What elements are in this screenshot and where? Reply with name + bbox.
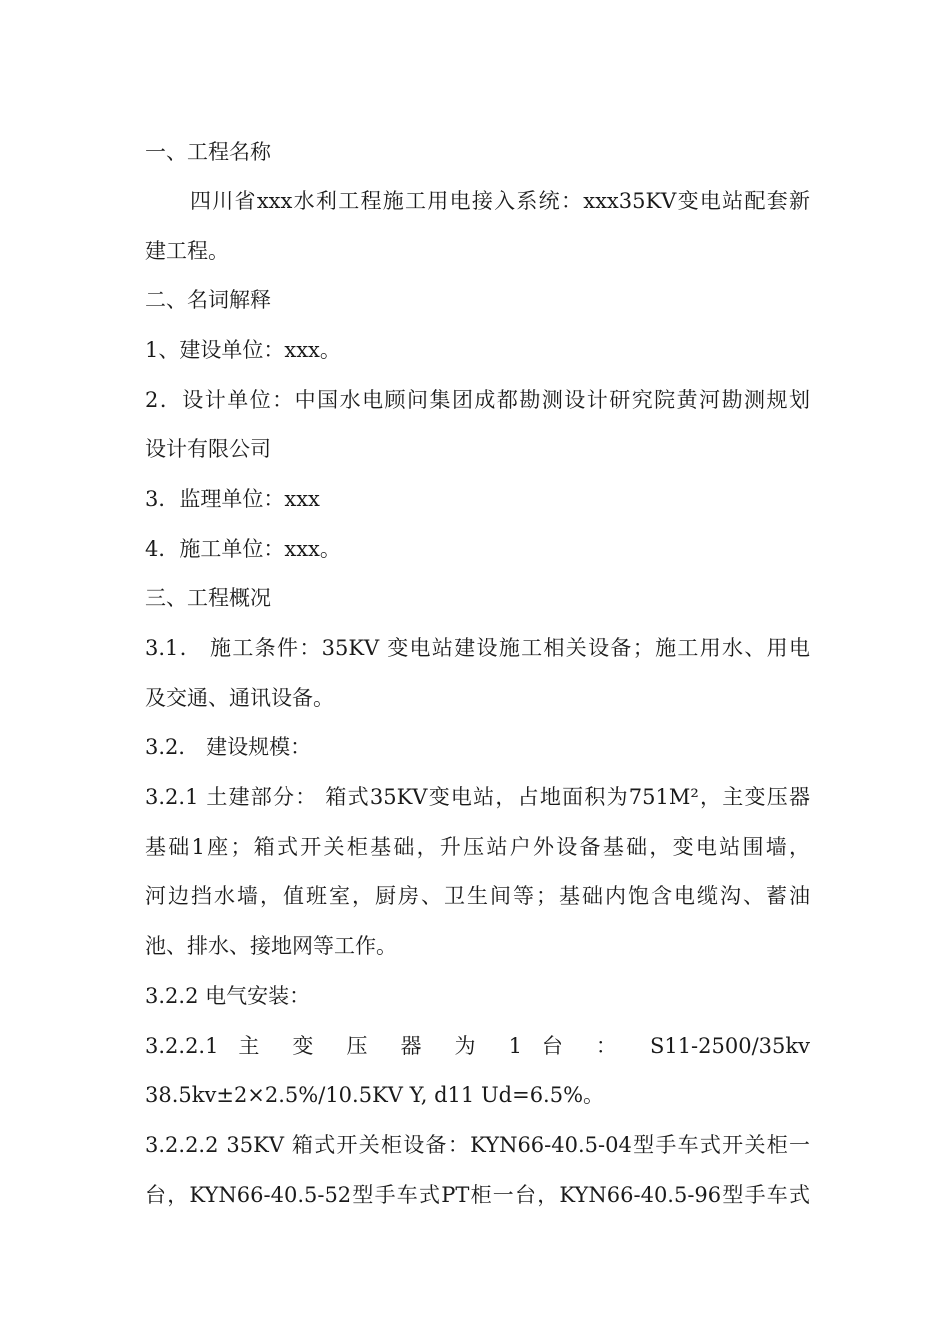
item-supervision-unit: 3．监理单位：xxx <box>145 487 320 511</box>
section-3-2-2-heading: 3.2.2 电气安装： <box>145 984 311 1008</box>
heading-overview: 三、工程概况 <box>145 586 271 610</box>
section-3-2-1-line-3: 河边挡水墙，值班室，厨房、卫生间等；基础内饱含电缆沟、蓄油 <box>145 884 810 908</box>
paragraph-project-name-line-1: 四川省xxx水利工程施工用电接入系统：xxx35KV变电站配套新 <box>190 189 810 213</box>
section-3-2-1-line-2: 基础1座；箱式开关柜基础，升压站户外设备基础，变电站围墙， <box>145 835 810 859</box>
heading-terms: 二、名词解释 <box>145 288 271 312</box>
section-3-1-line-2: 及交通、通讯设备。 <box>145 686 334 710</box>
section-3-2-2-1-line-1: 3.2.2.1 主 变 压 器 为 1 台 ： S11-2500/35kv <box>145 1034 810 1058</box>
section-3-1-line-1: 3.1． 施工条件：35KV 变电站建设施工相关设备；施工用水、用电 <box>145 636 810 660</box>
item-design-unit-line-2: 设计有限公司 <box>145 437 271 461</box>
section-3-2-1-line-4: 池、排水、接地网等工作。 <box>145 934 397 958</box>
section-3-2-2-2-line-2: 台，KYN66-40.5-52型手车式PT柜一台，KYN66-40.5-96型手车式 <box>145 1183 810 1207</box>
section-3-2-2-2-line-1: 3.2.2.2 35KV 箱式开关柜设备：KYN66-40.5-04型手车式开关柜一 <box>145 1133 810 1157</box>
heading-project-name: 一、工程名称 <box>145 140 271 164</box>
paragraph-project-name-line-2: 建工程。 <box>145 239 229 263</box>
item-design-unit-line-1: 2．设计单位：中国水电顾问集团成都勘测设计研究院黄河勘测规划 <box>145 388 810 412</box>
section-3-2-1-line-1: 3.2.1 土建部分： 箱式35KV变电站，占地面积为751M²，主变压器 <box>145 785 810 809</box>
item-contractor-unit: 4．施工单位：xxx。 <box>145 537 341 561</box>
section-3-2-heading: 3.2． 建设规模： <box>145 735 312 759</box>
item-construction-unit: 1、建设单位：xxx。 <box>145 338 341 362</box>
section-3-2-2-1-line-2: 38.5kv±2×2.5%/10.5KV Y, d11 Ud=6.5%。 <box>145 1083 605 1107</box>
